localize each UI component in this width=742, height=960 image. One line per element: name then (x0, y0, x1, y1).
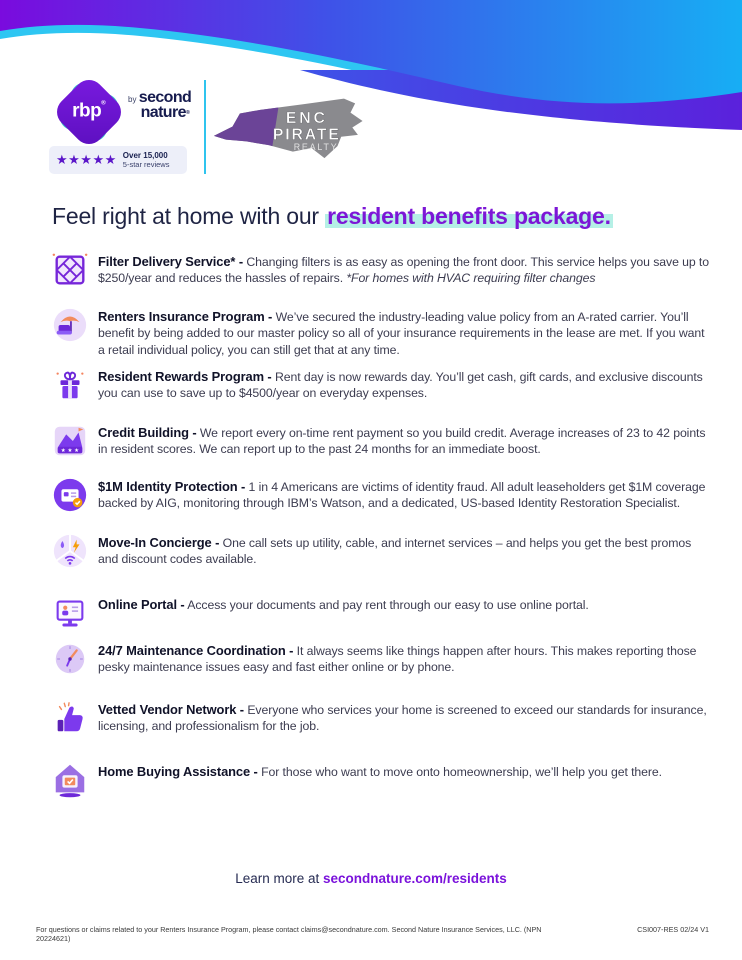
benefit-identity-protection (51, 478, 713, 514)
benefit-credit-building (51, 424, 713, 460)
online-portal-icon (51, 594, 89, 632)
enc-pirate-realty-logo (212, 90, 370, 178)
benefit-move-in-concierge (51, 534, 713, 570)
identity-protection-icon (51, 476, 89, 514)
fineprint-doc-code: CSI007-RES 02/24 V1 (637, 925, 709, 934)
move-in-concierge-icon (51, 532, 89, 570)
benefit-text: Online Portal - Access your documents and pay rent through our easy to use online portal. (98, 597, 589, 612)
benefit-text: Vetted Vendor Network - Everyone who services your home is screened to exceed our standards for insurance, licensing, and professionalism for the job. (98, 702, 707, 734)
benefit-resident-rewards (51, 368, 713, 404)
logo-divider (204, 80, 206, 174)
rating-count: Over 15,000 (122, 151, 168, 160)
benefit-maintenance-coordination (51, 642, 713, 678)
filter-delivery-icon (51, 251, 89, 289)
maintenance-icon (51, 640, 89, 678)
benefit-online-portal (51, 596, 713, 632)
renters-insurance-icon (51, 306, 89, 344)
benefit-vetted-vendor (51, 701, 713, 737)
benefit-text: Resident Rewards Program - Rent day is now rewards day. You’ll get cash, gift cards, and exclusive discounts you can use to save up to $4500/year on everyday expenses. (98, 369, 703, 401)
partner-name-line3: REALTY (293, 141, 339, 152)
page-title: Feel right at home with our resident benefits package. (52, 203, 611, 229)
residents-link[interactable]: secondnature.com/residents (323, 871, 507, 886)
five-star-icons: ★★★★★ (56, 152, 117, 167)
title-highlight: resident benefits package. (327, 203, 611, 229)
resident-rewards-icon (51, 366, 89, 404)
fineprint-legal: For questions or claims related to your Renters Insurance Program, please contact claims@secondnature.com. Second Nature Insurance Services, LLC. (NPN 20224621) (36, 925, 542, 943)
partner-name-line2: PIRATE (272, 126, 341, 144)
benefit-text: Move-In Concierge - One call sets up utility, cable, and internet services – and helps you get the best promos and discount codes available. (98, 535, 692, 567)
benefit-text: 24/7 Maintenance Coordination - It always seems like things happen after hours. This makes reporting those pesky maintenance issues easy and fast either online or by phone. (98, 643, 697, 675)
benefit-text: Filter Delivery Service* - Changing filters is as easy as opening the front door. This service helps you save up to $250/year and reduces the hassles of repairs. *For homes with HVAC requiring filter changes (98, 254, 709, 286)
svg-text:★ ★ ★: ★ ★ ★ (60, 448, 80, 455)
benefit-renters-insurance (51, 308, 713, 358)
byline-label: by (128, 95, 137, 104)
benefit-text: $1M Identity Protection - 1 in 4 Americans are victims of identity fraud. All adult leaseholders get $1M coverage backed by AIG, monitoring through IBM’s Watson, and a dedicated, US-based Identity Restoration Specialist. (98, 479, 706, 511)
partner-name-line1: ENC (285, 109, 328, 127)
benefit-text: Credit Building - We report every on-time rent payment so you build credit. Average increases of 23 to 42 points in resident scores. We can report up to the past 24 months for an immediate boost. (98, 425, 706, 457)
credit-building-icon (51, 422, 89, 460)
vetted-vendor-icon (51, 699, 89, 737)
benefit-text: Renters Insurance Program - We’ve secured the industry-leading value policy from an A-rated carrier. You’ll benefit by being added to our master policy so all of your insurance requirements in the lease are met. If you want a retail individual policy, you can still get that at any time. (98, 309, 705, 357)
benefit-text: Home Buying Assistance - For those who want to move onto homeownership, we’ll help you get there. (98, 764, 662, 779)
home-buying-icon (51, 761, 89, 799)
rating-badge (49, 146, 187, 174)
rbp-logo-text: rbp® (72, 101, 106, 122)
learn-more-line: Learn more at secondnature.com/residents (235, 871, 507, 886)
rbp-logo-purple-shape (51, 74, 127, 150)
rating-caption: 5-star reviews (122, 160, 170, 169)
second-nature-wordmark: second nature® (138, 89, 192, 121)
rbp-logo (53, 76, 125, 148)
benefit-home-buying (51, 763, 713, 799)
benefit-filter-delivery (51, 253, 713, 289)
